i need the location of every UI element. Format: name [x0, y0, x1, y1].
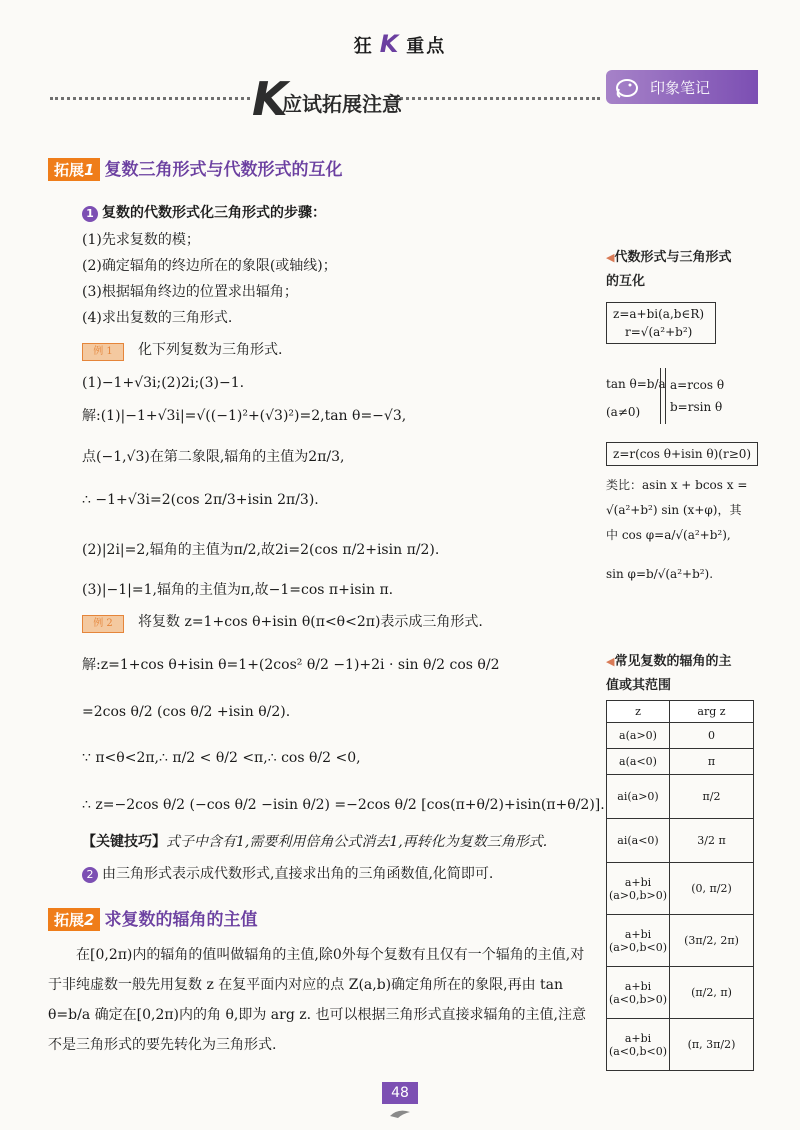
arg-table: [606, 700, 754, 1071]
step-4: (4)求出复数的三角形式.: [82, 310, 233, 326]
solution-2-d: ∴ z=−2cos θ/2 (−cos θ/2 −isin θ/2) =−2cos θ/2 [cos(π+θ/2)+isin(π+θ/2)].: [82, 797, 605, 813]
ext2-badge: 拓展2: [48, 908, 100, 931]
ext2-paragraph: 在[0,2π)内的辐角的值叫做辐角的主值,除0外每个复数有且仅有一个辐角的主值,对于非纯虚数一般先用复数 z 在复平面内对应的点 Z(a,b)确定角所在的象限,再由 tan θ=b/a 确定在[0,2π)内的角 θ,即为 arg z. 也可以根据三角形式直接求辐角的主值,注意不是三角形式的要先转化为三角形式.: [48, 947, 586, 1053]
table-row: ai(a>0) π/2: [607, 775, 754, 819]
table-row: a(a<0) π: [607, 749, 754, 775]
table-row: ai(a<0) 3/2 π: [607, 819, 754, 863]
page-number: 48: [382, 1082, 418, 1104]
ext1-badge: 拓展1: [48, 158, 100, 181]
example-2: 例 2 将复数 z=1+cos θ+isin θ(π<θ<2π)表示成三角形式.: [82, 612, 483, 633]
key-technique: 【关键技巧】式子中含有1,需要利用倍角公式消去1,再转化为复数三角形式.: [82, 834, 548, 850]
table-row: a+bi (a>0,b<0) (3π/2, 2π): [607, 915, 754, 967]
solution-2-a: 解:z=1+cos θ+isin θ=1+(2cos² θ/2 −1)+2i · sin θ/2 cos θ/2: [82, 657, 500, 673]
triangle-icon: ◀: [606, 251, 615, 264]
solution-1-e: (3)|−1|=1,辐角的主值为π,故−1=cos π+isin π.: [82, 582, 394, 598]
bird-icon: [388, 1106, 412, 1120]
page-header: 狂 K 重点: [353, 30, 447, 58]
table-row: a+bi (a>0,b>0) (0, π/2): [607, 863, 754, 915]
solution-1-d: (2)|2i|=2,辐角的主值为π/2,故2i=2(cos π/2+isin π/2).: [82, 542, 440, 558]
ext1-heading: 拓展1 复数三角形式与代数形式的互化: [48, 155, 342, 181]
step-1: (1)先求复数的模；: [82, 232, 200, 248]
solution-2-b: =2cos θ/2 (cos θ/2 +isin θ/2).: [82, 704, 291, 720]
double-bar: [660, 368, 666, 424]
triangle-icon: ◀: [606, 655, 615, 668]
example-1: 例 1 化下列复数为三角形式.: [82, 340, 282, 361]
table-row: a+bi (a<0,b<0) (π, 3π/2): [607, 1019, 754, 1071]
solution-2-c: ∵ π<θ<2π,∴ π/2 < θ/2 <π,∴ cos θ/2 <0,: [82, 750, 361, 766]
solution-1-b: 点(−1,√3)在第二象限,辐角的主值为2π/3,: [82, 449, 345, 465]
table-row: a(a>0) 0: [607, 723, 754, 749]
side1-polar: a=rcos θ b=rsin θ: [670, 378, 725, 414]
side2-heading: ◀常见复数的辐角的主 值或其范围: [606, 654, 732, 693]
side1-analogy: 类比：asin x + bcos x = √(a²+b²) sin (x+φ)，其 中 cos φ=a/√(a²+b²), sin φ=b/√(a²+b²).: [606, 478, 748, 581]
elephant-icon: [614, 75, 640, 99]
step2: 2 由三角形式表示成代数形式,直接求出角的三角函数值,化简即可.: [82, 864, 493, 884]
side1-box-trig: z=r(cos θ+isin θ)(r≥0): [606, 442, 758, 466]
side1-box-algebraic: z=a+bi(a,b∈R) r=√(a²+b²): [606, 302, 716, 344]
solution-1-a: 解:(1)|−1+√3i|=√((−1)²+(√3)²)=2,tan θ=−√3,: [82, 408, 407, 424]
section-title: 应试拓展注意: [282, 92, 402, 116]
section-k-logo: K: [252, 72, 288, 126]
ext2-heading: 拓展2 求复数的辐角的主值: [48, 905, 257, 931]
step1-heading: 1 复数的代数形式化三角形式的步骤：: [82, 203, 326, 223]
dotted-rule-right: [395, 97, 600, 100]
dotted-rule-left: [50, 97, 250, 100]
step-2: (2)确定辐角的终边所在的象限(或轴线)；: [82, 258, 337, 274]
note-tab: 印象笔记: [606, 70, 758, 104]
col-arg: arg z: [670, 701, 754, 723]
solution-1-c: ∴ −1+√3i=2(cos 2π/3+isin 2π/3).: [82, 492, 319, 508]
step-3: (3)根据辐角终边的位置求出辐角；: [82, 284, 298, 300]
side1-tan: tan θ=b/a (a≠0): [606, 377, 666, 419]
side1-heading: ◀代数形式与三角形式 的互化: [606, 250, 732, 289]
col-z: z: [607, 701, 670, 723]
example-1-parts: (1)−1+√3i;(2)2i;(3)−1.: [82, 375, 245, 391]
table-row: a+bi (a<0,b>0) (π/2, π): [607, 967, 754, 1019]
